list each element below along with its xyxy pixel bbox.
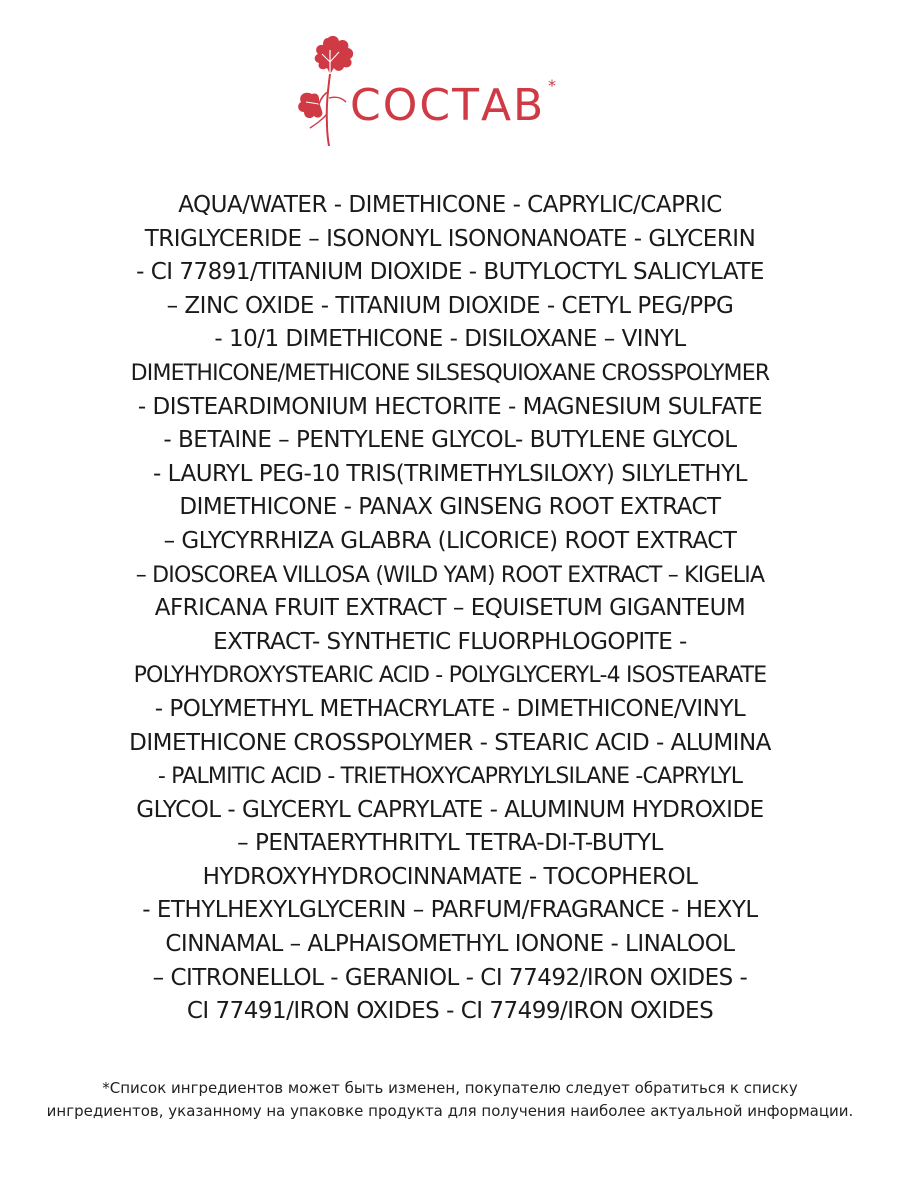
ingredient-line: - LAURYL PEG-10 TRIS(TRIMETHYLSILOXY) SILYLETHYL: [153, 460, 747, 487]
page-title: СОСТАВ: [350, 80, 546, 131]
ingredient-line: TRIGLYCERIDE – ISONONYL ISONONANOATE - GLYCERIN: [144, 225, 756, 252]
ingredient-line: EXTRACT- SYNTHETIC FLUORPHLOGOPITE -: [213, 628, 687, 655]
ingredient-line: DIMETHICONE/METHICONE SILSESQUIOXANE CROSSPOLYMER: [130, 360, 770, 386]
ingredient-line: - POLYMETHYL METHACRYLATE - DIMETHICONE/VINYL: [154, 695, 746, 722]
ingredient-line: - CI 77891/TITANIUM DIOXIDE - BUTYLOCTYL SALICYLATE: [136, 259, 764, 286]
ingredient-line: AFRICANA FRUIT EXTRACT – EQUISETUM GIGANTEUM: [154, 595, 746, 622]
ingredient-line: DIMETHICONE - PANAX GINSENG ROOT EXTRACT: [179, 494, 721, 521]
ingredient-line: – CITRONELLOL - GERANIOL - CI 77492/IRON OXIDES -: [152, 964, 748, 991]
ingredient-line: - PALMITIC ACID - TRIETHOXYCAPRYLYLSILANE -CAPRYLYL: [157, 764, 743, 790]
ingredient-line: CINNAMAL – ALPHAISOMETHYL IONONE - LINALOOL: [165, 931, 735, 958]
ingredient-line: POLYHYDROXYSTEARIC ACID - POLYGLYCERYL-4 ISOSTEARATE: [133, 663, 767, 689]
ingredient-line: – ZINC OXIDE - TITANIUM DIOXIDE - CETYL PEG/PPG: [166, 292, 734, 319]
ingredient-line: - BETAINE – PENTYLENE GLYCOL- BUTYLENE GLYCOL: [163, 427, 737, 454]
title-asterisk: *: [548, 76, 556, 95]
ingredient-line: - ETHYLHEXYLGLYCERIN – PARFUM/FRAGRANCE - HEXYL: [142, 897, 758, 924]
ingredient-line: - 10/1 DIMETHICONE - DISILOXANE – VINYL: [214, 326, 686, 353]
ingredient-line: – DIOSCOREA VILLOSA (WILD YAM) ROOT EXTRACT – KIGELIA: [135, 562, 765, 588]
ingredient-line: – PENTAERYTHRITYL TETRA-DI-T-BUTYL: [237, 830, 663, 857]
ingredient-line: - DISTEARDIMONIUM HECTORITE - MAGNESIUM SULFATE: [137, 393, 763, 420]
header: [0, 28, 900, 152]
ingredient-line: CI 77491/IRON OXIDES - CI 77499/IRON OXIDES: [186, 998, 714, 1025]
ingredient-line: DIMETHICONE CROSSPOLYMER - STEARIC ACID - ALUMINA: [129, 729, 771, 756]
ingredients-list: [0, 189, 900, 1029]
footnote-line: ингредиентов, указанному на упаковке продукта для получения наиболее актуальной информации.: [46, 1102, 854, 1120]
ingredient-line: AQUA/WATER - DIMETHICONE - CAPRYLIC/CAPRIC: [178, 192, 722, 218]
ginseng-leaf-icon: [292, 32, 358, 148]
ingredient-line: GLYCOL - GLYCERYL CAPRYLATE - ALUMINUM HYDROXIDE: [136, 796, 764, 823]
ingredient-line: – GLYCYRRHIZA GLABRA (LICORICE) ROOT EXTRACT: [163, 527, 737, 554]
footnote-line: *Список ингредиентов может быть изменен, покупателю следует обратиться к списку: [102, 1079, 798, 1097]
disclaimer-footnote: [0, 1077, 900, 1123]
ingredient-line: HYDROXYHYDROCINNAMATE - TOCOPHEROL: [202, 863, 698, 890]
